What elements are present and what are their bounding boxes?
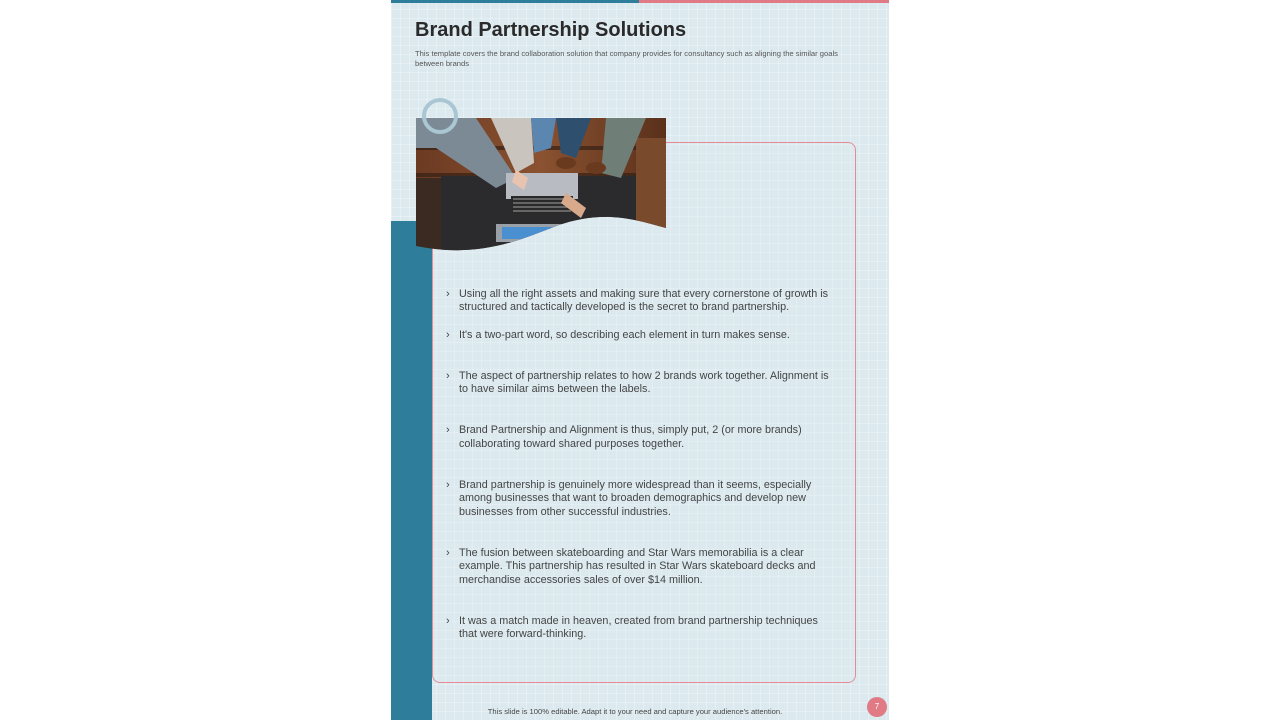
chevron-right-icon: ›	[446, 614, 450, 627]
chevron-right-icon: ›	[446, 328, 450, 341]
bullet-text: Using all the right assets and making sure that every cornerstone of growth is structured and tactically developed is the secret to brand partnership.	[459, 288, 829, 314]
bullet-text: Brand Partnership and Alignment is thus, simply put, 2 (or more brands) collaborating toward shared purposes together.	[459, 424, 802, 450]
bullet-list	[446, 288, 831, 641]
footer-note: This slide is 100% editable. Adapt it to your need and capture your audience's attention.	[487, 707, 783, 716]
top-accent-bar-pink	[639, 0, 889, 3]
document-page	[391, 0, 889, 720]
bullet-item	[446, 615, 831, 642]
bullet-text: Brand partnership is genuinely more widespread than it seems, especially among businesses that want to broaden demographics and develop new businesses from other successful industries.	[459, 479, 812, 518]
bullet-text: It was a match made in heaven, created from brand partnership techniques that were forward-thinking.	[459, 614, 818, 641]
top-accent-bar-teal	[391, 0, 639, 3]
side-accent-band	[391, 221, 432, 720]
chevron-right-icon: ›	[446, 424, 450, 437]
bullet-text: The aspect of partnership relates to how 2 brands work together. Alignment is to have similar aims between the labels.	[459, 369, 829, 396]
bullet-text: The fusion between skateboarding and Star Wars memorabilia is a clear example. This partnership has resulted in Star Wars skateboard decks and merchandise accessories sales of over $14 million.	[459, 546, 816, 586]
laptop-teamwork-photo	[416, 118, 666, 256]
bullet-item	[446, 479, 831, 519]
page-subtitle: This template covers the brand collaboration solution that company provides for consultancy such as aligning the similar goals between brands	[415, 49, 838, 68]
bullet-item	[446, 288, 831, 315]
circle-decoration	[422, 98, 458, 134]
bullet-text: It's a two-part word, so describing each element in turn makes sense.	[459, 328, 790, 341]
chevron-right-icon: ›	[446, 369, 450, 382]
bullet-item	[446, 329, 831, 342]
bullet-item	[446, 547, 831, 587]
page-number-badge: 7	[867, 697, 887, 717]
page-title: Brand Partnership Solutions	[415, 19, 687, 41]
chevron-right-icon: ›	[446, 479, 450, 492]
bullet-item	[446, 424, 831, 451]
chevron-right-icon: ›	[446, 546, 450, 559]
chevron-right-icon: ›	[446, 288, 450, 300]
bullet-item	[446, 370, 831, 397]
